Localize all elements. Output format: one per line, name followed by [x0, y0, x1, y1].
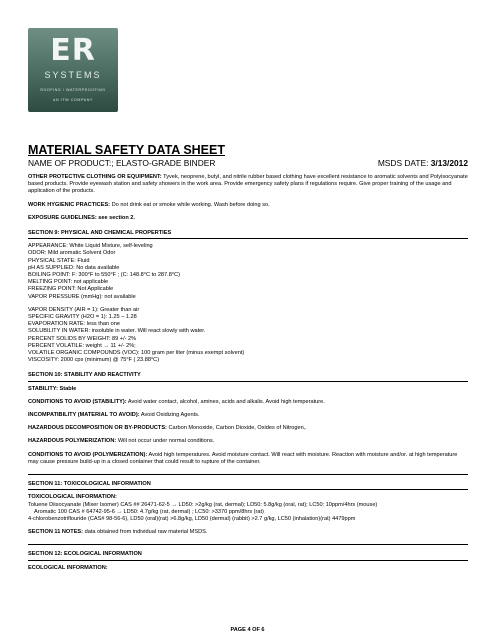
prop-line: SPECIFIC GRAVITY (H2O = 1): 1.25 – 1.28 [28, 314, 137, 321]
document-title: MATERIAL SAFETY DATA SHEET [28, 143, 225, 157]
prop-line: pH AS SUPPLIED: No data available [28, 264, 120, 271]
prop-line: VOLATILE ORGANIC COMPOUNDS (VOC): 100 gram per liter (minus exempt solvent) [28, 350, 245, 357]
incompatibility: INCOMPATIBILITY (MATERIAL TO AVOID): Avoid Oxidizing Agents. [28, 412, 200, 419]
page-number: PAGE 4 OF 6 [230, 627, 265, 633]
prop-line: FREEZING POINT: Not Applicable [28, 286, 114, 293]
stability: STABILITY: Stable [28, 385, 77, 392]
prop-line: APPEARANCE: White Liquid Mixture, self-leveling [28, 243, 153, 250]
section-11-notes: SECTION 11 NOTES: data obtained from individual raw material MSDS. [28, 529, 208, 536]
msds-date: MSDS DATE: 3/13/2012 [377, 158, 468, 168]
exposure-guidelines: EXPOSURE GUIDELINES: see section 2. [28, 214, 135, 221]
product-name: NAME OF PRODUCT:; ELASTO-GRADE BINDER [28, 158, 216, 168]
logo-company: AN ITW COMPANY [53, 98, 93, 102]
conditions-stability: CONDITIONS TO AVOID (STABILITY): Avoid water contact, alcohol, amines, acids and alkalis. Avoid high temperature. [28, 398, 325, 405]
protective-equipment: OTHER PROTECTIVE CLOTHING OR EQUIPMENT: Tyvek, neoprene, butyl, and nitrile rubber based clothing have excellent resistance to aromatic solvents and Polyisocyanate based products. Provide eyewash station and safety showers in the work area. Provide emergency safety plans if regulations require. Give proper training of the usage and application of the products. [28, 174, 468, 195]
tox-line: Aromatic 100 CAS # 64742-95-6 → LD50: 4.7g/kg (rat, dermal) ; LC50: >3370 ppm/8hrs (rat) [34, 508, 264, 515]
tox-info-label: TOXICOLOGICAL INFORMATION: [28, 494, 117, 501]
prop-line: PERCENT SOLIDS BY WEIGHT: 89 +/- 2% [28, 335, 137, 342]
prop-line: PHYSICAL STATE: Fluid [28, 257, 90, 264]
prop-line: ODOR: Mild aromatic Solvent Odor [28, 250, 116, 257]
section-9-heading: SECTION 9: PHYSICAL AND CHEMICAL PROPERTIES [28, 230, 468, 239]
prop-line: EVAPORATION RATE: less than one [28, 321, 121, 328]
hazardous-decomposition: HAZARDOUS DECOMPOSITION OR BY-PRODUCTS: Carbon Monoxide, Carbon Dioxide, Oxides of Nitrogen,. [28, 425, 307, 432]
prop-line: BOILING POINT: F: 300°F to 550°F ; (C: 148.8°C to 287.8°C) [28, 272, 180, 279]
logo-name: SYSTEMS [44, 70, 102, 80]
logo-tagline: ROOFING / WATERPROOFING [40, 88, 106, 92]
prop-line: VISCOSITY: 2000 cps (minimum) @ 75°F ( 23.88°C) [28, 357, 160, 364]
eco-info-label: ECOLOGICAL INFORMATION: [28, 564, 108, 571]
logo-letters: ER [50, 33, 96, 68]
tox-line: 4-chlorobenzotriflouride (CAS# 98-56-6), LD50 (oral)(rat) >6.8g/kg, LD50 (dermal) (rabbit) >2.7 g/kg, LC50 (inhalation)(rat) 4479ppm [28, 515, 356, 522]
prop-line: PERCENT VOLATILE: weight → 11 +/- 2%; [28, 342, 136, 349]
company-logo [28, 28, 118, 112]
prop-line: VAPOR DENSITY (AIR = 1): Greater than air [28, 306, 140, 313]
prop-line: MELTING POINT: not applicable [28, 279, 109, 286]
tox-line: Toluene Diisocyanate (Mixer Isomer) CAS ## 26471-62-5 → LD50: >2g/kg (rat, dermal); LD50: 5.8g/kg (oral, rat); LC50: 10ppm/4hrs (mouse) [28, 501, 378, 508]
section-10-heading: SECTION 10: STABILITY AND REACTIVITY [28, 372, 468, 381]
prop-line: SOLUBILITY IN WATER: insoluble in water. Will react slowly with water. [28, 328, 206, 335]
conditions-polymerization: CONDITIONS TO AVOID (POLYMERIZATION): Avoid high temperatures. Avoid moisture contact. Will react with moisture. Reaction with moisture and/or. at high temperature may cause pressure build-up in a closed container that could result to rupture of the container. [28, 451, 458, 465]
prop-line: VAPOR PRESSURE (mmHg): not available [28, 293, 136, 300]
hygienic-practices: WORK HYGIENIC PRACTICES: Do not drink eat or smoke while working. Wash before doing so. [28, 201, 270, 208]
hazardous-polymerization: HAZARDOUS POLYMERIZATION: Will not occur under normal conditions. [28, 438, 215, 445]
document-body [28, 143, 468, 572]
section-11-heading: SECTION 11: TOXICOLOGICAL INFORMATION [28, 474, 468, 490]
product-header [28, 158, 468, 168]
section-12-heading: SECTION 12: ECOLOGICAL INFORMATION [28, 544, 468, 560]
